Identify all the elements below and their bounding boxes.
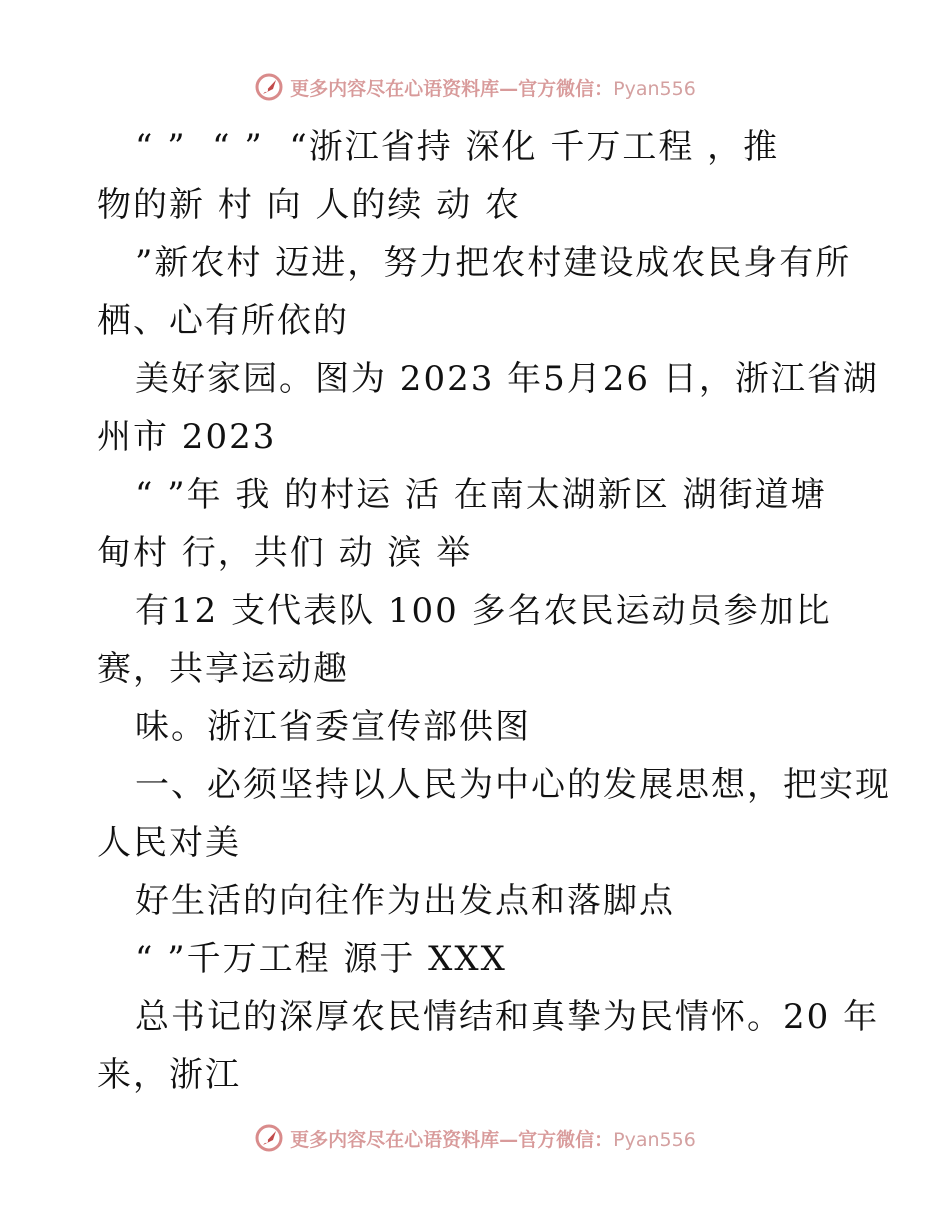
footer-watermark <box>0 1123 950 1153</box>
text-line: 赛，共享运动趣 <box>97 649 349 689</box>
text-line: 甸村 行，共们 动 滨 举 <box>97 533 473 573</box>
text-line: 栖、心有所依的 <box>97 301 349 341</box>
text-line: 物的新 村 向 人的续 动 农 <box>97 185 522 225</box>
watermark-text-cn: 更多内容尽在心语资料库—官方微信： <box>290 1128 614 1151</box>
text-line: 州市 2023 <box>97 417 277 457</box>
text-line: 人民对美 <box>97 823 241 863</box>
quill-circle-icon <box>254 72 284 102</box>
text-line: “ ” “ ” “浙江省持 深化 千万工程 ，推 <box>135 127 780 167</box>
text-line: 有12 支代表队 100 多名农民运动员参加比 <box>135 591 832 631</box>
text-line: 美好家园。图为 2023 年5月26 日，浙江省湖 <box>135 359 879 399</box>
header-watermark <box>0 72 950 102</box>
watermark-text-cn: 更多内容尽在心语资料库—官方微信： <box>290 77 614 100</box>
text-line: 好生活的向往作为出发点和落脚点 <box>135 881 675 921</box>
text-line: 总书记的深厚农民情结和真挚为民情怀。20 年 <box>135 997 880 1037</box>
quill-circle-icon <box>254 1123 284 1153</box>
text-line: “ ”千万工程 源于 XXX <box>135 939 507 979</box>
watermark-text-en: Pyan556 <box>613 1128 696 1151</box>
text-line: ”新农村 迈进，努力把农村建设成农民身有所 <box>135 243 852 283</box>
text-line: 味。浙江省委宣传部供图 <box>135 707 531 747</box>
text-line: 来，浙江 <box>97 1055 241 1095</box>
watermark-text-en: Pyan556 <box>613 77 696 100</box>
text-line: “ ”年 我 的村运 活 在南太湖新区 湖街道塘 <box>135 475 827 515</box>
text-line: 一、必须坚持以人民为中心的发展思想，把实现 <box>135 765 891 805</box>
